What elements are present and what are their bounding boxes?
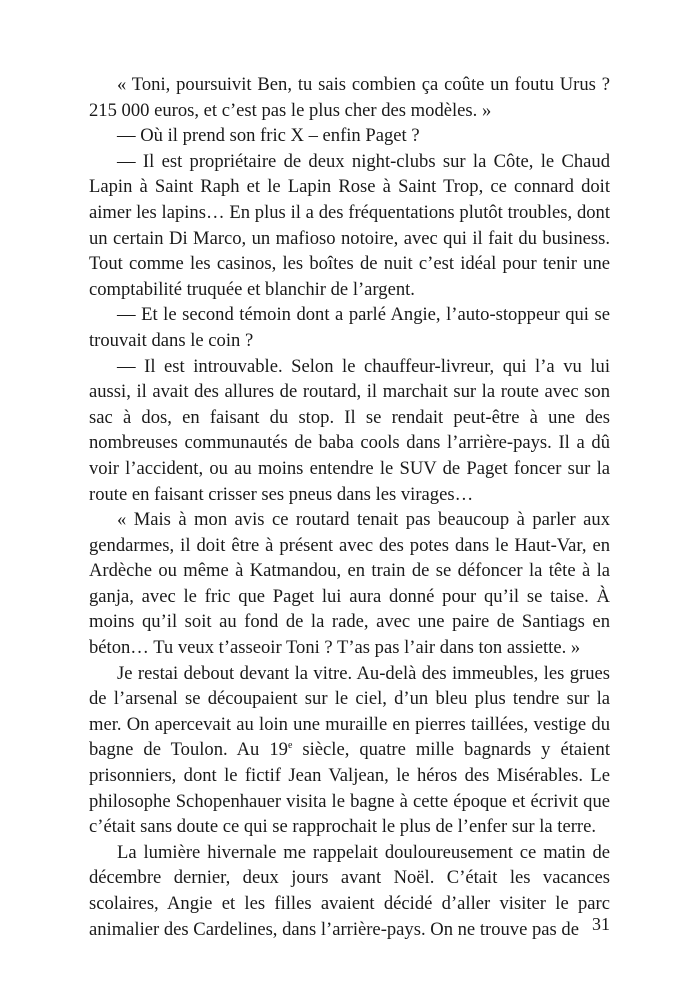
century-superscript: e <box>287 740 293 752</box>
page-number: 31 <box>592 914 610 934</box>
paragraph <box>89 661 610 840</box>
paragraph-text: siècle, quatre mille bagnards y étaient prisonniers, dont le fictif Jean Valjean, le héros des Misérables. Le philosophe Schopenhauer visita le bagne à cette époque et écrivit que c’était sans doute ce qui se rapprochait le plus de l’enfer sur la terre. <box>89 739 610 838</box>
paragraph: — Où il prend son fric X – enfin Paget ? <box>117 125 420 147</box>
paragraph: « Mais à mon avis ce routard tenait pas beaucoup à parler aux gendarmes, il doit être à présent avec des potes dans le Haut-Var, en Ardèche ou même à Katmandou, en train de se défoncer la tête à la ganja, avec le fric que Paget lui aura donné pour qu’il se taise. À moins qu’il soit au fond de la rade, avec une paire de Santiags en béton… Tu veux t’asseoir Toni ? T’as pas l’air dans ton assiette. » <box>89 509 610 659</box>
body-text <box>89 72 610 942</box>
paragraph: La lumière hivernale me rappelait douloureusement ce matin de décembre dernier, deux jours avant Noël. C’était les vacances scolaires, Angie et les filles avaient décidé d’aller visiter le parc animalier des Cardelines, dans l’arrière-pays. On ne trouve pas de <box>89 841 610 940</box>
paragraph: — Et le second témoin dont a parlé Angie, l’auto-stoppeur qui se trouvait dans le coin ? <box>89 304 610 351</box>
paragraph: — Il est introuvable. Selon le chauffeur-livreur, qui l’a vu lui aussi, il avait des allures de routard, il marchait sur la route avec son sac à dos, en faisant du stop. Il se rendait peut-être à une des nombreuses communautés de baba cools dans l’arrière-pays. Il a dû voir l’accident, ou au moins entendre le SUV de Paget foncer sur la route en faisant crisser ses pneus dans les virages… <box>89 355 610 505</box>
paragraph: « Toni, poursuivit Ben, tu sais combien ça coûte un foutu Urus ? 215 000 euros, et c’est pas le plus cher des modèles. » <box>89 74 610 121</box>
paragraph: — Il est propriétaire de deux night-clubs sur la Côte, le Chaud Lapin à Saint Raph et le Lapin Rose à Saint Trop, ce connard doit aimer les lapins… En plus il a des fréquentations plutôt troubles, dont un certain Di Marco, un mafioso notoire, avec qui il fait du business. Tout comme les casinos, les boîtes de nuit c’est idéal pour tenir une comptabilité truquée et blanchir de l’argent. <box>89 150 610 300</box>
paragraph-text: Je restai debout devant la vitre. Au-delà des immeubles, les grues de l’arsenal se découpaient sur le ciel, d’un bleu plus tendre sur la mer. On apercevait au loin une muraille en pierres taillées, vestige du bagne de Toulon. Au 19 <box>89 662 610 761</box>
